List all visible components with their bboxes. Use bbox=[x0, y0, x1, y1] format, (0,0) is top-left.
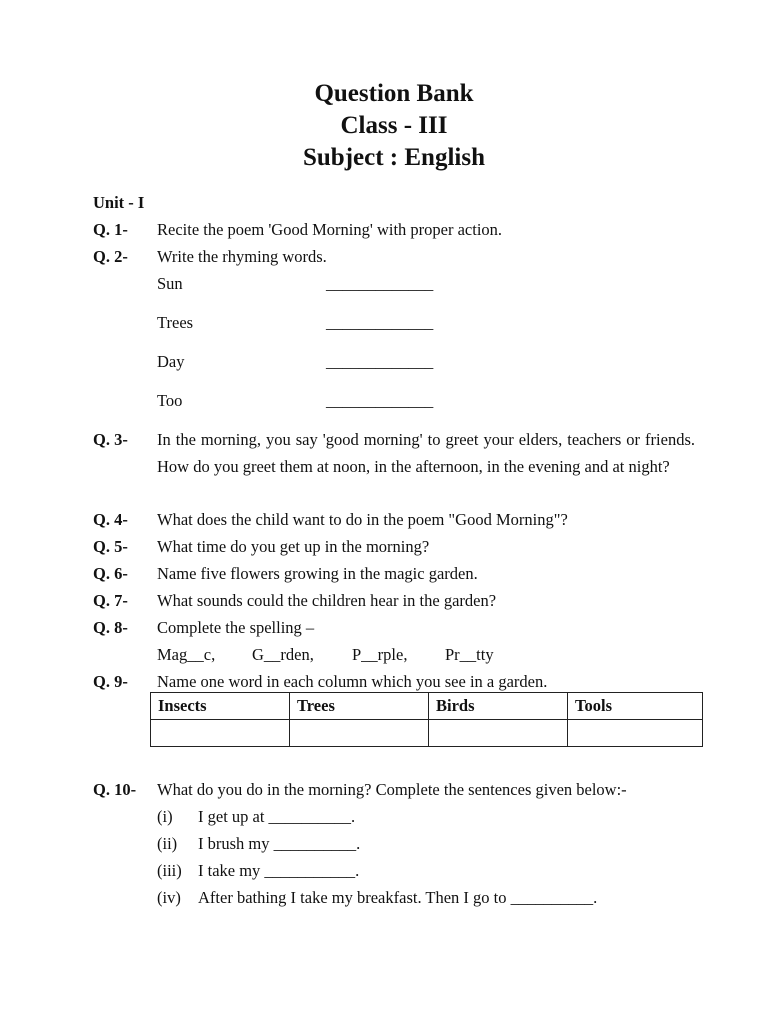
sentence-number: (ii) bbox=[157, 834, 178, 853]
rhyming-word: Trees bbox=[157, 313, 194, 332]
question-text: Write the rhyming words. bbox=[157, 247, 327, 266]
class-heading: Class - III bbox=[340, 112, 448, 139]
question-text: Recite the poem 'Good Morning' with proper action. bbox=[157, 220, 503, 239]
sentence-text: After bathing I take my breakfast. Then I go to __________. bbox=[198, 888, 598, 907]
table-cell bbox=[151, 720, 290, 747]
question-text: In the morning, you say 'good morning' to greet your elders, teachers or friends. How do you greet them at noon, in the afternoon, in the evening and at night? bbox=[157, 430, 695, 476]
table-cell bbox=[429, 720, 568, 747]
sentence-number: (i) bbox=[157, 807, 173, 826]
unit-label: Unit - I bbox=[93, 193, 145, 212]
question-number: Q. 6- bbox=[93, 564, 128, 583]
question-text: What sounds could the children hear in the garden? bbox=[157, 591, 497, 610]
table-cell bbox=[568, 720, 703, 747]
question-text: What do you do in the morning? Complete the sentences given below:- bbox=[157, 780, 627, 799]
sentence-number: (iv) bbox=[157, 888, 181, 907]
question-text: Name five flowers growing in the magic garden. bbox=[157, 564, 478, 583]
question-text: What time do you get up in the morning? bbox=[157, 537, 430, 556]
sentence-text: I brush my __________. bbox=[198, 834, 361, 853]
question-number: Q. 2- bbox=[93, 247, 128, 266]
answer-blank: _____________ bbox=[326, 352, 434, 371]
question-number: Q. 1- bbox=[93, 220, 128, 239]
question-number: Q. 8- bbox=[93, 618, 128, 637]
question-text: What does the child want to do in the poem "Good Morning"? bbox=[157, 510, 568, 529]
answer-blank: _____________ bbox=[326, 391, 434, 410]
question-number: Q. 4- bbox=[93, 510, 128, 529]
question-number: Q. 10- bbox=[93, 780, 137, 799]
table-header-cell: Trees bbox=[290, 693, 429, 720]
spelling-word: G__rden, bbox=[252, 645, 314, 664]
subject-heading: Subject : English bbox=[303, 144, 485, 171]
table-cell bbox=[290, 720, 429, 747]
sentence-text: I get up at __________. bbox=[198, 807, 356, 826]
question-number: Q. 7- bbox=[93, 591, 128, 610]
document-title: Question Bank bbox=[314, 80, 474, 107]
rhyming-word: Sun bbox=[157, 274, 183, 293]
answer-blank: _____________ bbox=[326, 274, 434, 293]
question-text: Name one word in each column which you see in a garden. bbox=[157, 672, 548, 691]
table-header-row bbox=[151, 693, 703, 720]
spelling-word: P__rple, bbox=[352, 645, 408, 664]
question-number: Q. 3- bbox=[93, 430, 128, 449]
spelling-word: Mag__c, bbox=[157, 645, 216, 664]
question-text: Complete the spelling – bbox=[157, 618, 315, 637]
answer-blank: _____________ bbox=[326, 313, 434, 332]
question-number: Q. 9- bbox=[93, 672, 128, 691]
rhyming-word: Day bbox=[157, 352, 185, 371]
table-header-cell: Insects bbox=[151, 693, 290, 720]
sentence-number: (iii) bbox=[157, 861, 182, 880]
table-header-cell: Birds bbox=[429, 693, 568, 720]
question-number: Q. 5- bbox=[93, 537, 128, 556]
spelling-word: Pr__tty bbox=[445, 645, 494, 664]
table-row bbox=[151, 720, 703, 747]
garden-table bbox=[150, 692, 703, 747]
rhyming-word: Too bbox=[157, 391, 183, 410]
sentence-text: I take my ___________. bbox=[198, 861, 360, 880]
table-header-cell: Tools bbox=[568, 693, 703, 720]
